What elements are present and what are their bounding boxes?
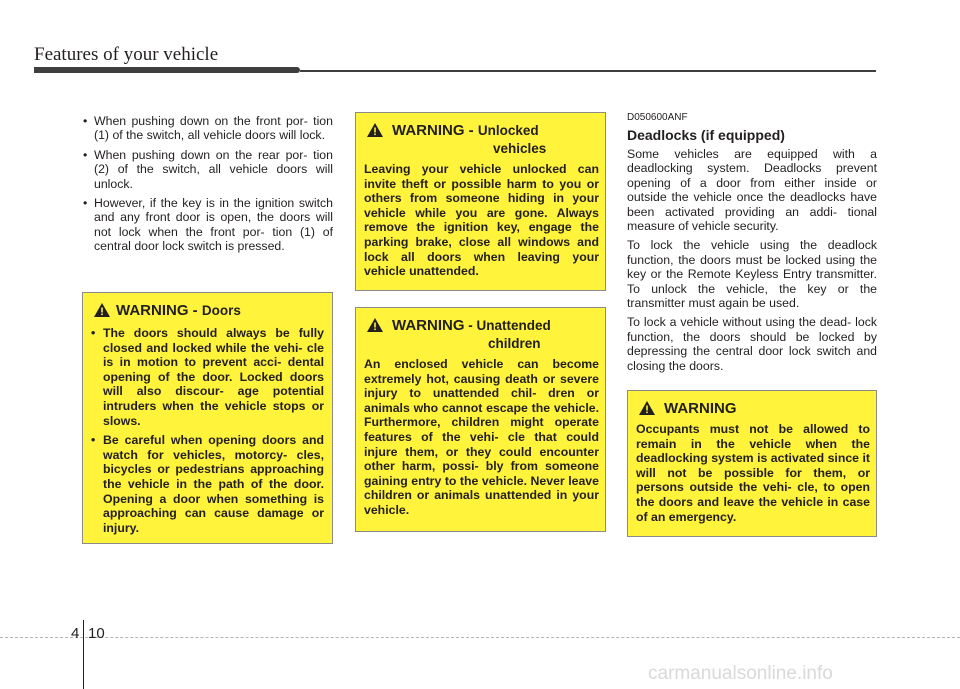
warning-unlocked-box — [355, 112, 606, 291]
warning-label: WARNING — [392, 317, 465, 334]
section-number: 4 — [71, 625, 80, 642]
warning-subtitle-line2: children — [488, 336, 541, 351]
list-item: • The doors should always be fully closed and locked while the vehi- cle is in motion to prevent acci- dental opening of the door. Locked doors will also discour- age potential intruders when the vehicle stops or slows. — [91, 326, 324, 428]
warning-triangle-icon — [366, 317, 384, 333]
list-item: • Be careful when opening doors and watch for vehicles, motorcy- cles, bicycles or pedestrians approaching the vehicle in the path of the door. Opening a door when something is approaching can cause damage or injury. — [91, 433, 324, 535]
warning-label: WARNING - — [392, 122, 478, 139]
warning-triangle-icon — [638, 400, 656, 416]
warning-subtitle: - Unattended — [464, 318, 551, 333]
warning-deadlock-text: Occupants must not be allowed to remain in the vehicle when the deadlocking system is activated since it will not be possible for them, or persons outside the vehi- cle, to open the doors and leave the vehicle in case of an emergency. — [636, 422, 870, 524]
warning-children-box — [355, 307, 606, 532]
warning-subtitle-line2: vehicles — [493, 141, 547, 156]
warning-children-title — [392, 319, 551, 334]
header-rule — [300, 70, 876, 72]
warning-deadlock-box — [627, 390, 877, 537]
warning-label: WARNING - — [116, 302, 202, 319]
section-title: Deadlocks (if equipped) — [627, 127, 785, 143]
list-item: • When pushing down on the front por- tion (1) of the switch, all vehicle doors will lock. — [83, 114, 333, 143]
paragraph: To lock a vehicle without using the dead- lock function, the doors should be locked by depressing the central door lock switch and closing the doors. — [627, 315, 877, 373]
paragraph: To lock the vehicle using the deadlock function, the doors must be locked using the key or the Remote Keyless Entry transmitter. To unlock the vehicle, the key or the transmitter must again be used. — [627, 238, 877, 311]
warning-triangle-icon — [366, 122, 384, 138]
section-code: D050600ANF — [627, 112, 688, 123]
lock-switch-instructions — [83, 114, 333, 259]
deadlocks-text — [627, 147, 877, 378]
warning-children-text: An enclosed vehicle can become extremely hot, causing death or severe injury to unattended chil- dren or animals who cannot escape the vehicle. Furthermore, children might operate features of the vehi- cle that could injure them, or they could encounter other harm, possi- bly from someone gaining entry to the vehicle. Never leave children or animals unattended in your vehicle. — [364, 357, 599, 517]
warning-unlocked-title — [392, 124, 539, 139]
warning-unlocked-text: Leaving your vehicle unlocked can invite theft or possible harm to you or others from someone hiding in your vehicle while you are gone. Always remove the ignition key, engage the parking brake, close all windows and lock all doors when leaving your vehicle unattended. — [364, 162, 599, 279]
warning-triangle-icon — [93, 302, 111, 318]
footer-rule — [83, 620, 84, 689]
warning-doors-list — [91, 326, 324, 540]
watermark: carmanualsonline.info — [648, 663, 833, 684]
warning-deadlock-title: WARNING — [664, 400, 737, 417]
footer-divider — [0, 637, 960, 638]
page-header-title: Features of your vehicle — [34, 44, 219, 65]
header-bar — [34, 67, 300, 73]
warning-subtitle: Doors — [201, 303, 241, 318]
warning-doors-title — [116, 304, 241, 319]
warning-doors-box — [82, 292, 333, 544]
list-item: • However, if the key is in the ignition switch and any front door is open, the doors will not lock when the front por- tion (1) of central door lock switch is pressed. — [83, 196, 333, 254]
warning-subtitle: Unlocked — [477, 123, 539, 138]
paragraph: Some vehicles are equipped with a deadlocking system. Deadlocks prevent opening of a door from either inside or outside the vehicle once the deadlocks have been activated providing an addi- tional measure of vehicle security. — [627, 147, 877, 234]
page-number: 10 — [88, 625, 105, 642]
list-item: • When pushing down on the rear por- tion (2) of the switch, all vehicle doors will unlock. — [83, 148, 333, 191]
